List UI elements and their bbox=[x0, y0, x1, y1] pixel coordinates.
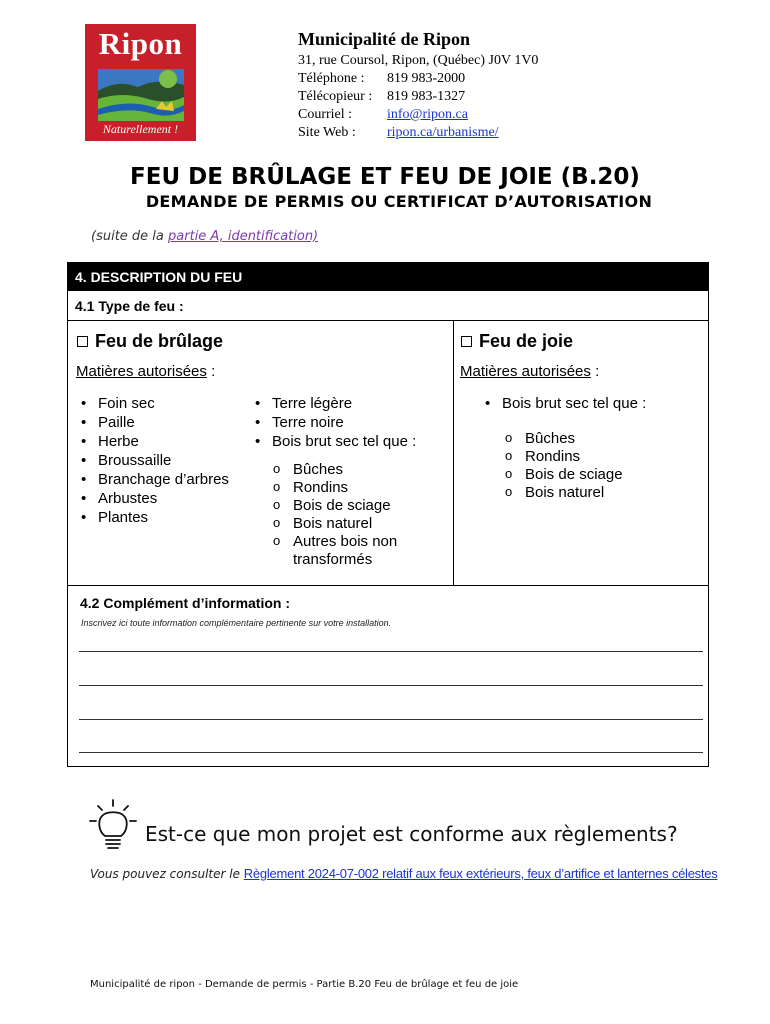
landscape-illustration bbox=[98, 69, 184, 121]
sublist-item: o Bois de sciage bbox=[271, 497, 416, 515]
municipality-info bbox=[298, 28, 538, 142]
conformity-lead: Vous pouvez consulter le bbox=[90, 867, 244, 881]
regulation-link[interactable]: Règlement 2024-07-002 relatif aux feux extérieurs, feux d’artifice et lanternes célestes bbox=[243, 866, 718, 881]
phone-value: 819 983-2000 bbox=[387, 71, 466, 86]
list-item: • Branchage d’arbres bbox=[77, 470, 229, 489]
sublist-item: o Bois naturel bbox=[271, 515, 416, 533]
brulage-matieres bbox=[76, 363, 215, 380]
list-item: • Bois brut sec tel que : bbox=[251, 432, 416, 451]
list-item: • Foin sec bbox=[77, 394, 229, 413]
email-link[interactable]: info@ripon.ca bbox=[387, 107, 468, 122]
sublist-item: o Bûches bbox=[271, 461, 416, 479]
web-label: Site Web : bbox=[298, 125, 356, 140]
form-title: FEU DE BRÛLAGE ET FEU DE JOIE (B.20) bbox=[130, 164, 640, 190]
brulage-sublist bbox=[271, 461, 416, 569]
option-feu-joie[interactable] bbox=[461, 331, 573, 352]
brulage-list-1 bbox=[77, 394, 229, 527]
sublist-item: o Bois naturel bbox=[503, 484, 646, 502]
write-line-4[interactable] bbox=[79, 752, 703, 753]
sublist-item: o Rondins bbox=[503, 448, 646, 466]
address: 31, rue Coursol, Ripon, (Québec) J0V 1V0 bbox=[298, 53, 539, 68]
contact-table bbox=[298, 52, 538, 142]
write-line-1[interactable] bbox=[79, 651, 703, 652]
part-a-link[interactable]: partie A, identification) bbox=[168, 229, 319, 244]
section-heading: 4. DESCRIPTION DU FEU bbox=[68, 263, 708, 291]
joie-checkbox[interactable] bbox=[461, 336, 472, 347]
continuation-note bbox=[91, 229, 318, 244]
phone-label: Téléphone : bbox=[298, 71, 365, 86]
list-item: • Plantes bbox=[77, 508, 229, 527]
fax-value: 819 983-1327 bbox=[387, 89, 466, 104]
sublist-item: o Rondins bbox=[271, 479, 416, 497]
complement-title: 4.2 Complément d’information : bbox=[80, 595, 291, 611]
logo-tagline: Naturellement ! bbox=[102, 122, 179, 136]
sublist-item: o Bois de sciage bbox=[503, 466, 646, 484]
list-item: • Bois brut sec tel que : bbox=[481, 394, 646, 413]
list-item: • Herbe bbox=[77, 432, 229, 451]
list-item: • Terre noire bbox=[251, 413, 416, 432]
write-line-2[interactable] bbox=[79, 685, 703, 686]
complement-help: Inscrivez ici toute information complémentaire pertinente sur votre installation. bbox=[81, 618, 392, 628]
joie-sublist bbox=[503, 430, 646, 502]
joie-matieres-label: Matières autorisées bbox=[460, 363, 591, 380]
conformity-reference bbox=[90, 866, 718, 881]
website-link[interactable]: ripon.ca/urbanisme/ bbox=[387, 125, 499, 140]
list-item: • Broussaille bbox=[77, 451, 229, 470]
list-item: • Terre légère bbox=[251, 394, 416, 413]
ripon-logo bbox=[85, 24, 196, 141]
logo-wordmark: Ripon bbox=[98, 26, 183, 61]
column-divider bbox=[453, 321, 454, 585]
page-footer: Municipalité de ripon - Demande de permis - Partie B.20 Feu de brûlage et feu de joie bbox=[90, 979, 519, 990]
email-label: Courriel : bbox=[298, 107, 353, 122]
brulage-matieres-colon: : bbox=[206, 363, 216, 380]
joie-matieres bbox=[460, 363, 599, 380]
joie-matieres-colon: : bbox=[590, 363, 600, 380]
brulage-checkbox[interactable] bbox=[77, 336, 88, 347]
continuation-lead: (suite de la bbox=[91, 229, 169, 244]
list-item: • Paille bbox=[77, 413, 229, 432]
joie-list bbox=[481, 394, 646, 502]
brulage-list-2 bbox=[251, 394, 416, 569]
sublist-item: o Bûches bbox=[503, 430, 646, 448]
row-divider bbox=[68, 585, 708, 586]
sublist-container bbox=[251, 461, 416, 569]
lightbulb-icon bbox=[88, 798, 138, 854]
sublist-container bbox=[481, 430, 646, 502]
option-feu-brulage[interactable] bbox=[77, 331, 223, 352]
fax-label: Télécopieur : bbox=[298, 89, 373, 104]
municipality-name: Municipalité de Ripon bbox=[298, 29, 471, 49]
fire-type-label: 4.1 Type de feu : bbox=[68, 291, 708, 321]
brulage-matieres-label: Matières autorisées bbox=[76, 363, 207, 380]
brulage-label: Feu de brûlage bbox=[95, 331, 224, 351]
joie-label: Feu de joie bbox=[479, 331, 574, 351]
fire-description-form bbox=[67, 262, 709, 767]
list-item: • Arbustes bbox=[77, 489, 229, 508]
sublist-item: o Autres bois non bbox=[271, 533, 416, 551]
form-subtitle: DEMANDE DE PERMIS OU CERTIFICAT D’AUTORISATION bbox=[145, 192, 653, 211]
write-line-3[interactable] bbox=[79, 719, 703, 720]
conformity-question: Est-ce que mon projet est conforme aux règlements? bbox=[145, 822, 678, 846]
sublist-item-continued: transformés bbox=[293, 551, 373, 568]
